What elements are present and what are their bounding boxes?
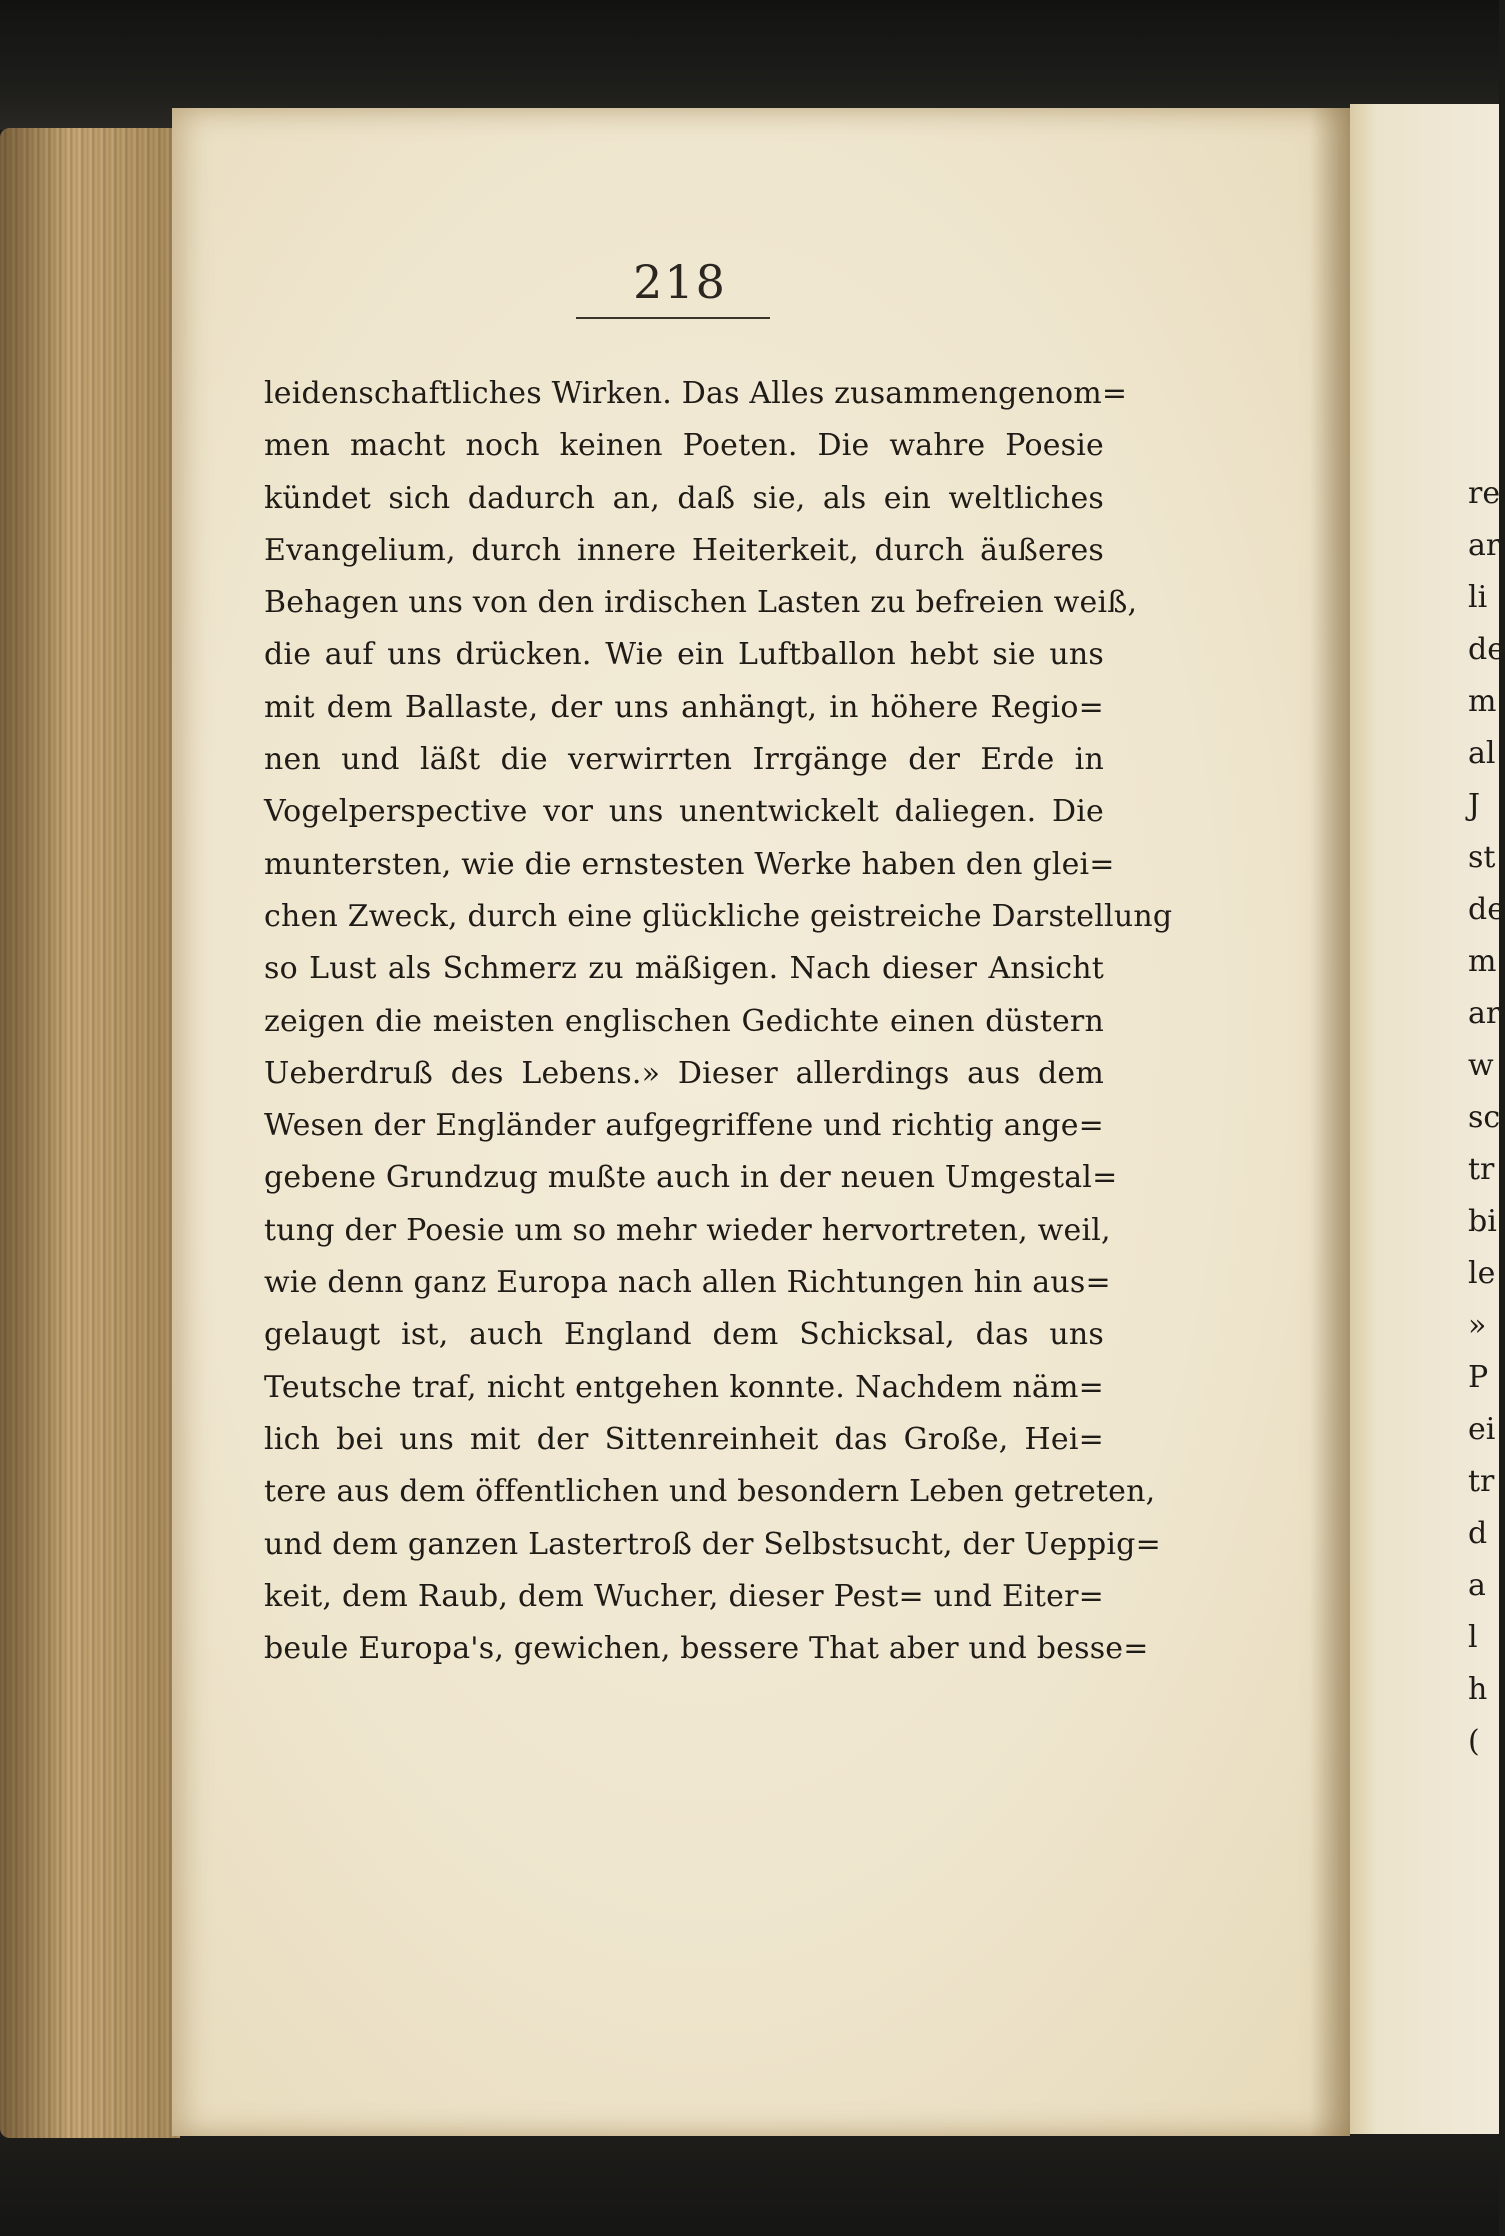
facing-page-fragment: st <box>1468 840 1496 875</box>
facing-page-fragment: a <box>1468 1568 1486 1603</box>
text-line: tung der Poesie um so mehr wieder hervortreten, weil, <box>264 1212 1111 1248</box>
facing-page-fragment: le <box>1468 1256 1496 1291</box>
facing-page-fragment: ar <box>1468 528 1501 563</box>
text-line: chen Zweck, durch eine glückliche geistreiche Darstellung <box>264 898 1173 934</box>
text-line: men macht noch keinen Poeten. Die wahre Poesie <box>264 428 1104 464</box>
facing-page-fragment: m <box>1468 684 1497 719</box>
facing-page-fragment: tr <box>1468 1152 1495 1187</box>
spine-shadow <box>1310 108 1350 2136</box>
text-line: Teutsche traf, nicht entgehen konnte. Nachdem näm= <box>264 1369 1104 1405</box>
text-line: beule Europa's, gewichen, bessere That aber und besse= <box>264 1631 1149 1667</box>
facing-page-fragment: ( <box>1468 1724 1480 1759</box>
facing-page-fragment: w <box>1468 1048 1494 1083</box>
facing-page-fragment: » <box>1468 1308 1487 1343</box>
facing-page-fragment: de <box>1468 892 1505 927</box>
text-line: mit dem Ballaste, der uns anhängt, in höhere Regio= <box>264 689 1104 725</box>
text-line: Evangelium, durch innere Heiterkeit, durch äußeres <box>264 532 1104 568</box>
text-line: die auf uns drücken. Wie ein Luftballon hebt sie uns <box>264 637 1104 673</box>
facing-page-fragment: ar <box>1468 996 1501 1031</box>
facing-page-fragment: tr <box>1468 1464 1495 1499</box>
book-page-edges <box>0 128 180 2138</box>
text-line: Vogelperspective vor uns unentwickelt daliegen. Die <box>264 794 1104 830</box>
facing-page-fragment: P <box>1468 1360 1489 1395</box>
facing-page-fragment: m <box>1468 944 1497 979</box>
facing-page-fragment: de <box>1468 632 1505 667</box>
facing-page-fragment: d <box>1468 1516 1488 1551</box>
text-line: leidenschaftliches Wirken. Das Alles zusammengenom= <box>264 376 1128 411</box>
text-line: gelaugt ist, auch England dem Schicksal, das uns <box>264 1317 1104 1353</box>
text-line: muntersten, wie die ernstesten Werke haben den glei= <box>264 846 1115 882</box>
page-number: 218 <box>633 255 727 309</box>
text-line: keit, dem Raub, dem Wucher, dieser Pest= und Eiter= <box>264 1578 1104 1614</box>
scan-background-bottom <box>0 2130 1499 2236</box>
header-rule <box>576 317 770 319</box>
text-line: und dem ganzen Lastertroß der Selbstsucht, der Ueppig= <box>264 1526 1161 1562</box>
text-line: Wesen der Engländer aufgegriffene und richtig ange= <box>264 1108 1104 1144</box>
facing-page-fragment: h <box>1468 1672 1488 1707</box>
facing-page-fragment: J <box>1468 788 1481 823</box>
text-line: tere aus dem öffentlichen und besondern Leben getreten, <box>264 1474 1156 1510</box>
facing-page-fragment: bi <box>1468 1204 1497 1239</box>
text-line: kündet sich dadurch an, daß sie, als ein weltliches <box>264 480 1104 516</box>
text-line: gebene Grundzug mußte auch in der neuen Umgestal= <box>264 1160 1118 1196</box>
text-line: Behagen uns von den irdischen Lasten zu befreien weiß, <box>264 585 1138 621</box>
facing-page-fragment: l <box>1468 1620 1478 1655</box>
text-line: nen und läßt die verwirrten Irrgänge der Erde in <box>264 742 1104 778</box>
text-line: Ueberdruß des Lebens.» Dieser allerdings aus dem <box>264 1055 1104 1091</box>
facing-page-fragment: ei <box>1468 1412 1496 1447</box>
text-line: lich bei uns mit der Sittenreinheit das Große, Hei= <box>264 1421 1104 1457</box>
text-line: wie denn ganz Europa nach allen Richtungen hin aus= <box>264 1265 1111 1301</box>
body-text <box>264 368 1173 1675</box>
facing-page-fragment: al <box>1468 736 1496 771</box>
text-line: so Lust als Schmerz zu mäßigen. Nach dieser Ansicht <box>264 951 1104 987</box>
facing-page <box>1350 104 1505 2134</box>
text-line: zeigen die meisten englischen Gedichte einen düstern <box>264 1003 1104 1039</box>
facing-page-fragment: re <box>1468 476 1501 511</box>
facing-page-fragment: li <box>1468 580 1488 615</box>
facing-page-fragment: sc <box>1468 1100 1501 1135</box>
